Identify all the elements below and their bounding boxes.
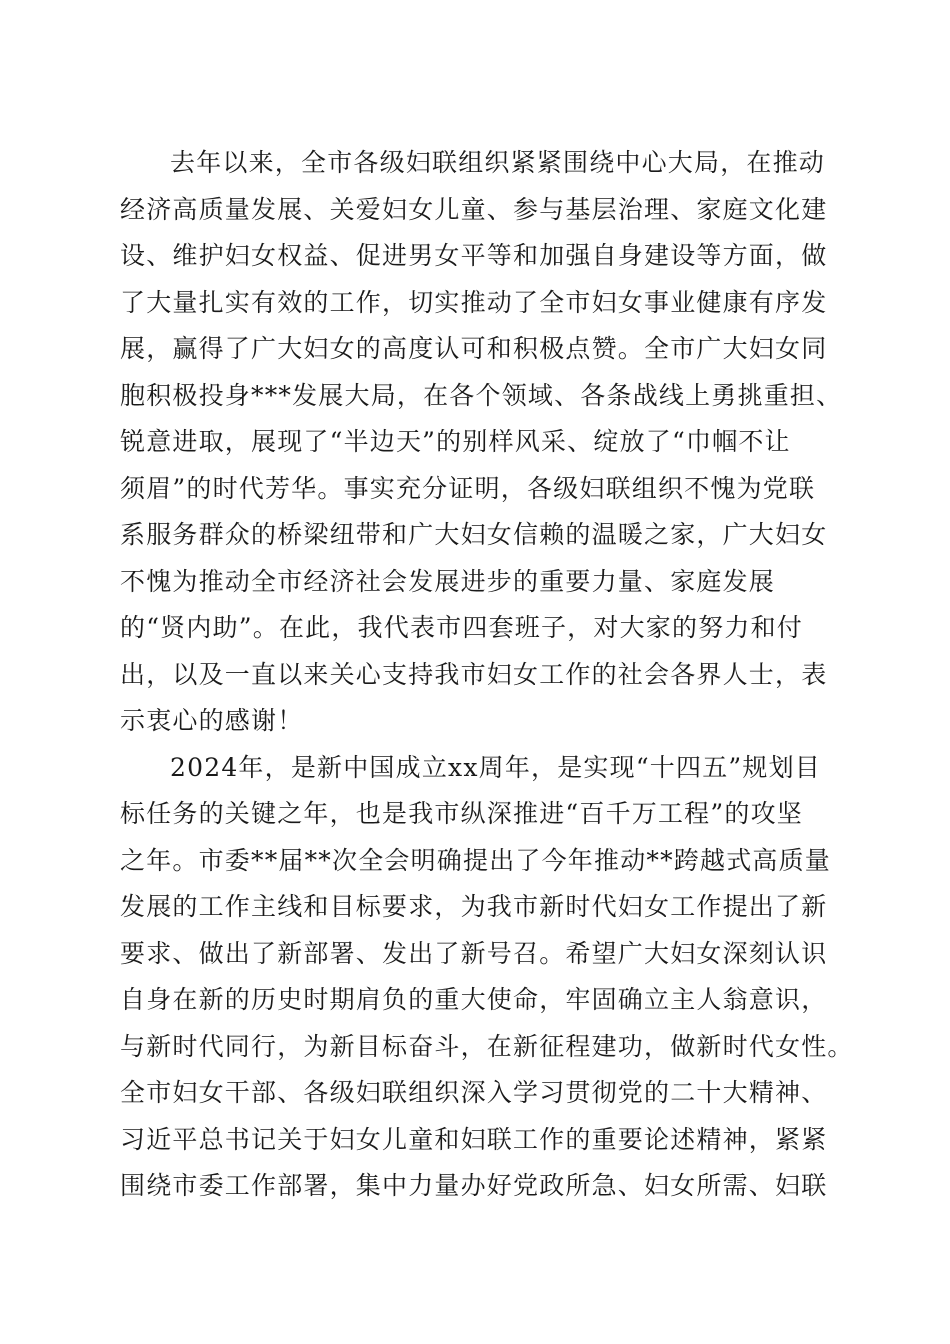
paragraph-1-line-6: 胞积极投身***发展大局，在各个领域、各条战线上勇挑重担、 — [120, 380, 843, 410]
paragraph-1-line-4: 了大量扎实有效的工作，切实推动了全市妇女事业健康有序发 — [120, 287, 828, 317]
paragraph-2-line-10: 围绕市委工作部署，集中力量办好党政所急、妇女所需、妇联 — [120, 1171, 828, 1200]
paragraph-1-line-11: 的“贤内助”。在此，我代表市四套班子，对大家的努力和付 — [120, 613, 803, 642]
paragraph-1-line-12: 出，以及一直以来关心支持我市妇女工作的社会各界人士，表 — [120, 659, 828, 689]
paragraph-1-line-10: 不愧为推动全市经济社会发展进步的重要力量、家庭发展 — [120, 566, 776, 596]
paragraph-2-line-2: 标任务的关键之年，也是我市纵深推进“百千万工程”的攻坚 — [120, 799, 803, 828]
paragraph-2-line-4: 发展的工作主线和目标要求，为我市新时代妇女工作提出了新 — [120, 892, 828, 921]
paragraph-1-line-13: 示衷心的感谢！ — [120, 706, 304, 735]
paragraph-2-line-8: 全市妇女干部、各级妇联组织深入学习贯彻党的二十大精神、 — [120, 1078, 828, 1107]
paragraph-1-line-7: 锐意进取，展现了“半边天”的别样风采、绽放了“巾帼不让 — [120, 427, 791, 456]
paragraph-2-line-6: 自身在新的历史时期肩负的重大使命，牢固确立主人翁意识， — [120, 985, 828, 1014]
paragraph-2-line-7: 与新时代同行，为新目标奋斗，在新征程建功，做新时代女性。 — [120, 1031, 854, 1061]
paragraph-1-line-8: 须眉”的时代芳华。事实充分证明，各级妇联组织不愧为党联 — [120, 473, 816, 503]
paragraph-1-line-5: 展，赢得了广大妇女的高度认可和积极点赞。全市广大妇女同 — [120, 334, 828, 363]
paragraph-2-line-3: 之年。市委**届**次全会明确提出了今年推动**跨越式高质量 — [120, 845, 832, 875]
paragraph-1-line-2: 经济高质量发展、关爱妇女儿童、参与基层治理、家庭文化建 — [120, 194, 828, 224]
paragraph-2-line-5: 要求、做出了新部署、发出了新号召。希望广大妇女深刻认识 — [120, 938, 828, 968]
paragraph-1-line-3: 设、维护妇女权益、促进男女平等和加强自身建设等方面，做 — [120, 241, 828, 270]
paragraph-1-line-9: 系服务群众的桥梁纽带和广大妇女信赖的温暖之家，广大妇女 — [120, 520, 828, 549]
paragraph-2-line-9: 习近平总书记关于妇女儿童和妇联工作的重要论述精神，紧紧 — [120, 1124, 828, 1154]
paragraph-2-line-1: 2024年，是新中国成立xx周年，是实现“十四五”规划目 — [170, 752, 821, 782]
document-body — [120, 140, 854, 1210]
paragraph-1-line-1: 去年以来，全市各级妇联组织紧紧围绕中心大局，在推动 — [170, 148, 826, 177]
